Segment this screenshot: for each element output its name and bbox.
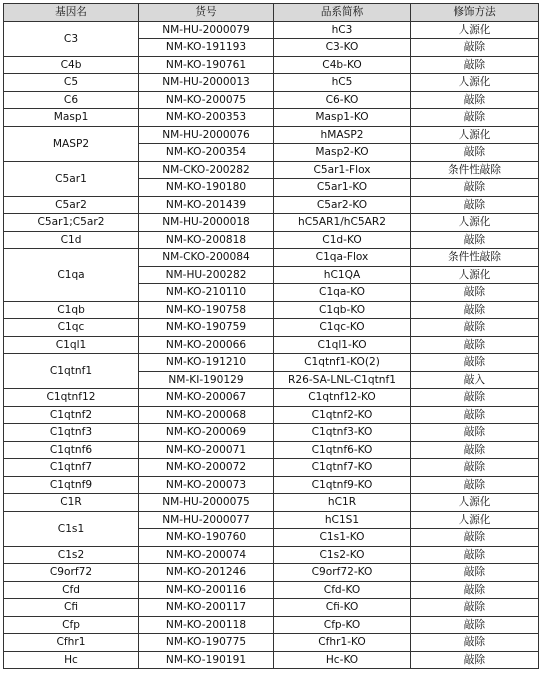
table-row (4, 231, 539, 249)
catalog-number-cell: NM-KO-190758 (139, 301, 274, 319)
strain-name-cell: C1qtnf2-KO (274, 406, 411, 424)
table-row (4, 109, 539, 127)
gene-name-cell: C1qtnf2 (4, 406, 139, 424)
catalog-number-cell: NM-KO-200069 (139, 424, 274, 442)
modification-method-cell: 敲除 (411, 389, 539, 407)
catalog-number-cell: NM-KO-190191 (139, 651, 274, 669)
strain-name-cell: C6-KO (274, 91, 411, 109)
modification-method-cell: 敲除 (411, 634, 539, 652)
catalog-number-cell: NM-HU-2000077 (139, 511, 274, 529)
table-row (4, 634, 539, 652)
gene-name-cell: C5ar2 (4, 196, 139, 214)
catalog-number-cell: NM-KO-200354 (139, 144, 274, 162)
catalog-number-cell: NM-KO-190759 (139, 319, 274, 337)
gene-name-cell: C1qb (4, 301, 139, 319)
modification-method-cell: 敲除 (411, 56, 539, 74)
modification-method-cell: 敲除 (411, 196, 539, 214)
modification-method-cell: 敲除 (411, 319, 539, 337)
table-row (4, 161, 539, 179)
catalog-number-cell: NM-HU-2000013 (139, 74, 274, 92)
strain-name-cell: hC1QA (274, 266, 411, 284)
gene-name-cell: C4b (4, 56, 139, 74)
table-row (4, 424, 539, 442)
strain-name-cell: Cfd-KO (274, 581, 411, 599)
strain-name-cell: Masp2-KO (274, 144, 411, 162)
strain-name-cell: C1qtnf12-KO (274, 389, 411, 407)
catalog-number-cell: NM-KO-190180 (139, 179, 274, 197)
modification-method-cell: 人源化 (411, 214, 539, 232)
gene-name-cell: C1qtnf7 (4, 459, 139, 477)
catalog-number-cell: NM-KO-200068 (139, 406, 274, 424)
table-row (4, 599, 539, 617)
strain-name-cell: hMASP2 (274, 126, 411, 144)
catalog-number-cell: NM-KO-200818 (139, 231, 274, 249)
table-row (4, 441, 539, 459)
table-row (4, 564, 539, 582)
modification-method-cell: 敲入 (411, 371, 539, 389)
table-row (4, 406, 539, 424)
strain-name-cell: C1qtnf7-KO (274, 459, 411, 477)
modification-method-cell: 敲除 (411, 529, 539, 547)
modification-method-cell: 敲除 (411, 39, 539, 57)
modification-method-cell: 人源化 (411, 74, 539, 92)
table-row (4, 651, 539, 669)
modification-method-cell: 敲除 (411, 459, 539, 477)
gene-name-cell: C1R (4, 494, 139, 512)
catalog-number-cell: NM-KO-200117 (139, 599, 274, 617)
gene-name-cell: Hc (4, 651, 139, 669)
modification-method-cell: 条件性敲除 (411, 161, 539, 179)
catalog-number-cell: NM-CKO-200084 (139, 249, 274, 267)
strain-name-cell: C1qtnf9-KO (274, 476, 411, 494)
table-row (4, 214, 539, 232)
strain-name-cell: Cfi-KO (274, 599, 411, 617)
modification-method-cell: 敲除 (411, 109, 539, 127)
header-row (4, 4, 539, 22)
table-row (4, 319, 539, 337)
strain-name-cell: C1qa-KO (274, 284, 411, 302)
catalog-number-cell: NM-KO-210110 (139, 284, 274, 302)
modification-method-cell: 敲除 (411, 616, 539, 634)
gene-name-cell: C5ar1 (4, 161, 139, 196)
strain-name-cell: Hc-KO (274, 651, 411, 669)
catalog-number-cell: NM-KO-191193 (139, 39, 274, 57)
modification-method-cell: 敲除 (411, 179, 539, 197)
modification-method-cell: 敲除 (411, 336, 539, 354)
strain-name-cell: C9orf72-KO (274, 564, 411, 582)
gene-name-cell: C3 (4, 21, 139, 56)
table-row (4, 511, 539, 529)
modification-method-cell: 敲除 (411, 599, 539, 617)
strain-name-cell: hC3 (274, 21, 411, 39)
table-body (4, 21, 539, 669)
strain-name-cell: C1d-KO (274, 231, 411, 249)
catalog-number-cell: NM-KO-200072 (139, 459, 274, 477)
strain-name-cell: C5ar2-KO (274, 196, 411, 214)
strain-name-cell: hC5AR1/hC5AR2 (274, 214, 411, 232)
gene-name-cell: C1qtnf1 (4, 354, 139, 389)
catalog-number-cell: NM-KO-190775 (139, 634, 274, 652)
catalog-number-cell: NM-KO-200071 (139, 441, 274, 459)
strain-name-cell: C5ar1-Flox (274, 161, 411, 179)
gene-name-cell: C1qtnf6 (4, 441, 139, 459)
table-row (4, 476, 539, 494)
modification-method-cell: 敲除 (411, 476, 539, 494)
gene-strain-table (3, 3, 539, 669)
gene-name-cell: C9orf72 (4, 564, 139, 582)
modification-method-cell: 敲除 (411, 91, 539, 109)
gene-name-cell: C5 (4, 74, 139, 92)
gene-name-cell: C1qtnf9 (4, 476, 139, 494)
modification-method-cell: 敲除 (411, 301, 539, 319)
strain-name-cell: C1s1-KO (274, 529, 411, 547)
catalog-number-cell: NM-KO-190761 (139, 56, 274, 74)
strain-name-cell: C1qa-Flox (274, 249, 411, 267)
modification-method-cell: 敲除 (411, 546, 539, 564)
table-row (4, 56, 539, 74)
strain-name-cell: C1qtnf1-KO(2) (274, 354, 411, 372)
table-row (4, 616, 539, 634)
gene-name-cell: C1qtnf12 (4, 389, 139, 407)
catalog-number-cell: NM-KO-201439 (139, 196, 274, 214)
table-row (4, 21, 539, 39)
table-row (4, 336, 539, 354)
modification-method-cell: 人源化 (411, 511, 539, 529)
strain-name-cell: hC5 (274, 74, 411, 92)
strain-name-cell: C3-KO (274, 39, 411, 57)
table-row (4, 546, 539, 564)
table-row (4, 249, 539, 267)
gene-name-cell: Cfi (4, 599, 139, 617)
modification-method-cell: 敲除 (411, 354, 539, 372)
modification-method-cell: 敲除 (411, 651, 539, 669)
gene-name-cell: C1qa (4, 249, 139, 302)
table-row (4, 196, 539, 214)
strain-name-cell: Masp1-KO (274, 109, 411, 127)
catalog-number-cell: NM-HU-2000076 (139, 126, 274, 144)
gene-name-cell: Cfd (4, 581, 139, 599)
catalog-number-cell: NM-KO-200066 (139, 336, 274, 354)
header-strain-name: 品系简称 (274, 4, 411, 22)
gene-name-cell: Masp1 (4, 109, 139, 127)
modification-method-cell: 条件性敲除 (411, 249, 539, 267)
catalog-number-cell: NM-KO-201246 (139, 564, 274, 582)
table-row (4, 126, 539, 144)
gene-name-cell: MASP2 (4, 126, 139, 161)
modification-method-cell: 敲除 (411, 231, 539, 249)
catalog-number-cell: NM-KO-200118 (139, 616, 274, 634)
modification-method-cell: 敲除 (411, 144, 539, 162)
modification-method-cell: 人源化 (411, 21, 539, 39)
modification-method-cell: 敲除 (411, 564, 539, 582)
strain-name-cell: C1qtnf6-KO (274, 441, 411, 459)
catalog-number-cell: NM-HU-200282 (139, 266, 274, 284)
catalog-number-cell: NM-KO-200116 (139, 581, 274, 599)
gene-name-cell: C1d (4, 231, 139, 249)
strain-name-cell: C1qc-KO (274, 319, 411, 337)
gene-name-cell: Cfhr1 (4, 634, 139, 652)
catalog-number-cell: NM-KI-190129 (139, 371, 274, 389)
catalog-number-cell: NM-KO-200073 (139, 476, 274, 494)
strain-name-cell: C1s2-KO (274, 546, 411, 564)
modification-method-cell: 人源化 (411, 494, 539, 512)
strain-name-cell: C1qb-KO (274, 301, 411, 319)
table-row (4, 389, 539, 407)
strain-name-cell: C1ql1-KO (274, 336, 411, 354)
gene-name-cell: C1ql1 (4, 336, 139, 354)
table-row (4, 91, 539, 109)
table-row (4, 74, 539, 92)
strain-name-cell: C4b-KO (274, 56, 411, 74)
table-row (4, 459, 539, 477)
strain-name-cell: C5ar1-KO (274, 179, 411, 197)
modification-method-cell: 敲除 (411, 284, 539, 302)
header-gene-name: 基因名 (4, 4, 139, 22)
table-row (4, 301, 539, 319)
table-row (4, 354, 539, 372)
modification-method-cell: 敲除 (411, 406, 539, 424)
header-catalog-number: 货号 (139, 4, 274, 22)
gene-name-cell: C1s1 (4, 511, 139, 546)
modification-method-cell: 敲除 (411, 424, 539, 442)
gene-name-cell: C5ar1;C5ar2 (4, 214, 139, 232)
catalog-number-cell: NM-HU-2000075 (139, 494, 274, 512)
catalog-number-cell: NM-KO-190760 (139, 529, 274, 547)
strain-name-cell: hC1S1 (274, 511, 411, 529)
strain-name-cell: hC1R (274, 494, 411, 512)
catalog-number-cell: NM-HU-2000018 (139, 214, 274, 232)
table-row (4, 581, 539, 599)
modification-method-cell: 敲除 (411, 581, 539, 599)
gene-name-cell: C1qtnf3 (4, 424, 139, 442)
gene-name-cell: C6 (4, 91, 139, 109)
header-modification-method: 修饰方法 (411, 4, 539, 22)
table-row (4, 494, 539, 512)
gene-name-cell: C1s2 (4, 546, 139, 564)
catalog-number-cell: NM-KO-191210 (139, 354, 274, 372)
modification-method-cell: 敲除 (411, 441, 539, 459)
strain-name-cell: C1qtnf3-KO (274, 424, 411, 442)
gene-name-cell: C1qc (4, 319, 139, 337)
modification-method-cell: 人源化 (411, 126, 539, 144)
catalog-number-cell: NM-KO-200075 (139, 91, 274, 109)
catalog-number-cell: NM-KO-200067 (139, 389, 274, 407)
catalog-number-cell: NM-KO-200074 (139, 546, 274, 564)
strain-name-cell: R26-SA-LNL-C1qtnf1 (274, 371, 411, 389)
strain-name-cell: Cfp-KO (274, 616, 411, 634)
modification-method-cell: 人源化 (411, 266, 539, 284)
catalog-number-cell: NM-HU-2000079 (139, 21, 274, 39)
gene-name-cell: Cfp (4, 616, 139, 634)
catalog-number-cell: NM-KO-200353 (139, 109, 274, 127)
strain-name-cell: Cfhr1-KO (274, 634, 411, 652)
catalog-number-cell: NM-CKO-200282 (139, 161, 274, 179)
